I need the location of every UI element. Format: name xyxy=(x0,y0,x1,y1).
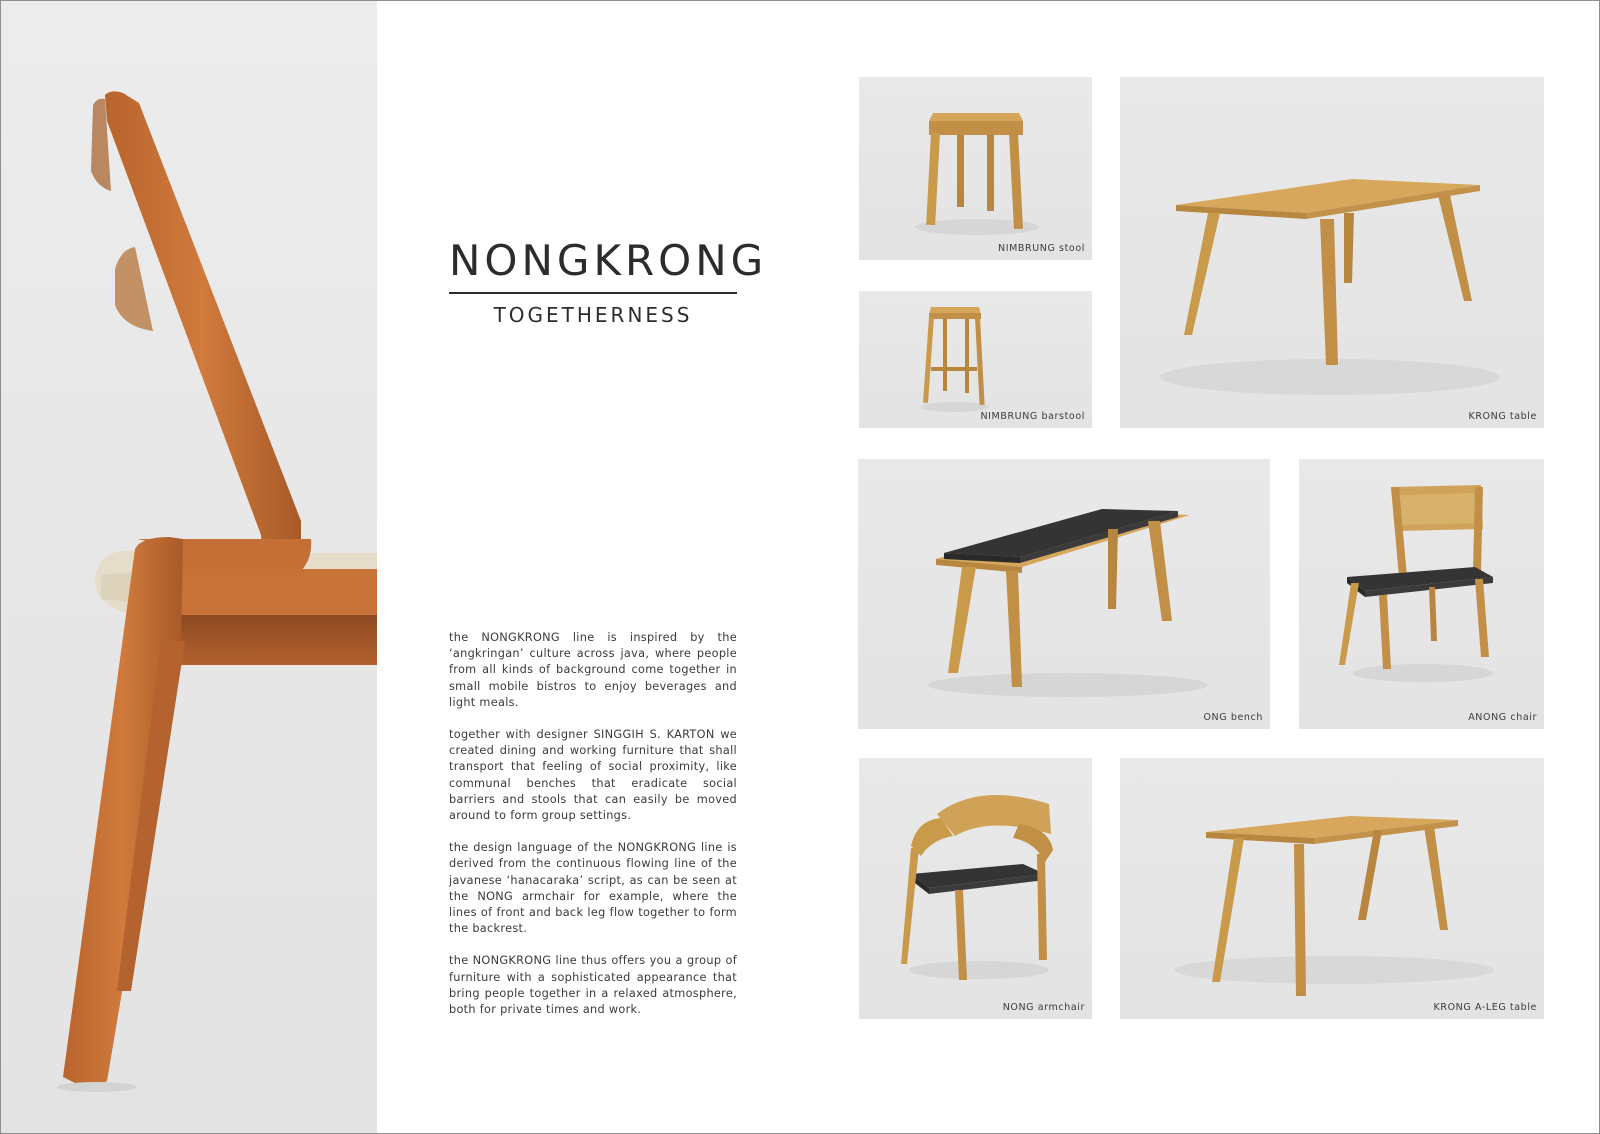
paragraph: the NONGKRONG line is inspired by the ‘angkringan’ culture across java, where people from all kinds of background come together in small mobile bistros to enjoy beverages and light meals. xyxy=(449,631,737,709)
aleg-table-illustration xyxy=(1120,758,1544,1019)
product-label: NONG armchair xyxy=(1002,1002,1085,1013)
product-tile-krong-table xyxy=(1120,77,1544,428)
product-label: NIMBRUNG barstool xyxy=(980,411,1085,422)
barstool-illustration xyxy=(859,291,1092,428)
product-label: ANONG chair xyxy=(1468,712,1537,723)
armchair-illustration xyxy=(859,758,1092,1019)
product-label: KRONG table xyxy=(1468,411,1537,422)
hero-chair-illustration xyxy=(1,1,377,1133)
title-divider xyxy=(449,292,737,294)
chair-illustration xyxy=(1299,459,1544,729)
stool-illustration xyxy=(859,77,1092,260)
bench-illustration xyxy=(858,459,1270,729)
paragraph: the design language of the NONGKRONG line is derived from the continuous flowing line of the javanese ‘hanacaraka’ script, as can be seen at the NONG armchair for example, where the lines of front and back leg flow together to form the backrest. xyxy=(449,841,737,936)
table-illustration xyxy=(1120,77,1544,428)
product-label: KRONG A-LEG table xyxy=(1433,1002,1537,1013)
title-block xyxy=(449,232,768,328)
product-label: NIMBRUNG stool xyxy=(997,243,1085,254)
brand-subtitle: TOGETHERNESS xyxy=(493,303,693,327)
hero-chair-photo xyxy=(1,1,377,1133)
product-label: ONG bench xyxy=(1203,712,1263,723)
product-tile-ong-bench xyxy=(858,459,1270,729)
description-text xyxy=(449,630,737,1034)
paragraph: the NONGKRONG line thus offers you a group of furniture with a sophisticated appearance that bring people together in a relaxed atmosphere, both for private times and work. xyxy=(449,954,737,1017)
paragraph: together with designer SINGGIH S. KARTON we created dining and working furniture that shall transport that feeling of social proximity, like communal benches that eradicate social barriers and stools that can easily be moved around to form group settings. xyxy=(449,728,737,823)
product-tile-nimbrung-stool xyxy=(859,77,1092,260)
product-tile-anong-chair xyxy=(1299,459,1544,729)
product-tile-krong-aleg-table xyxy=(1120,758,1544,1019)
brand-title: NONGKRONG xyxy=(449,236,768,285)
product-tile-nong-armchair xyxy=(859,758,1092,1019)
product-tile-nimbrung-barstool xyxy=(859,291,1092,428)
